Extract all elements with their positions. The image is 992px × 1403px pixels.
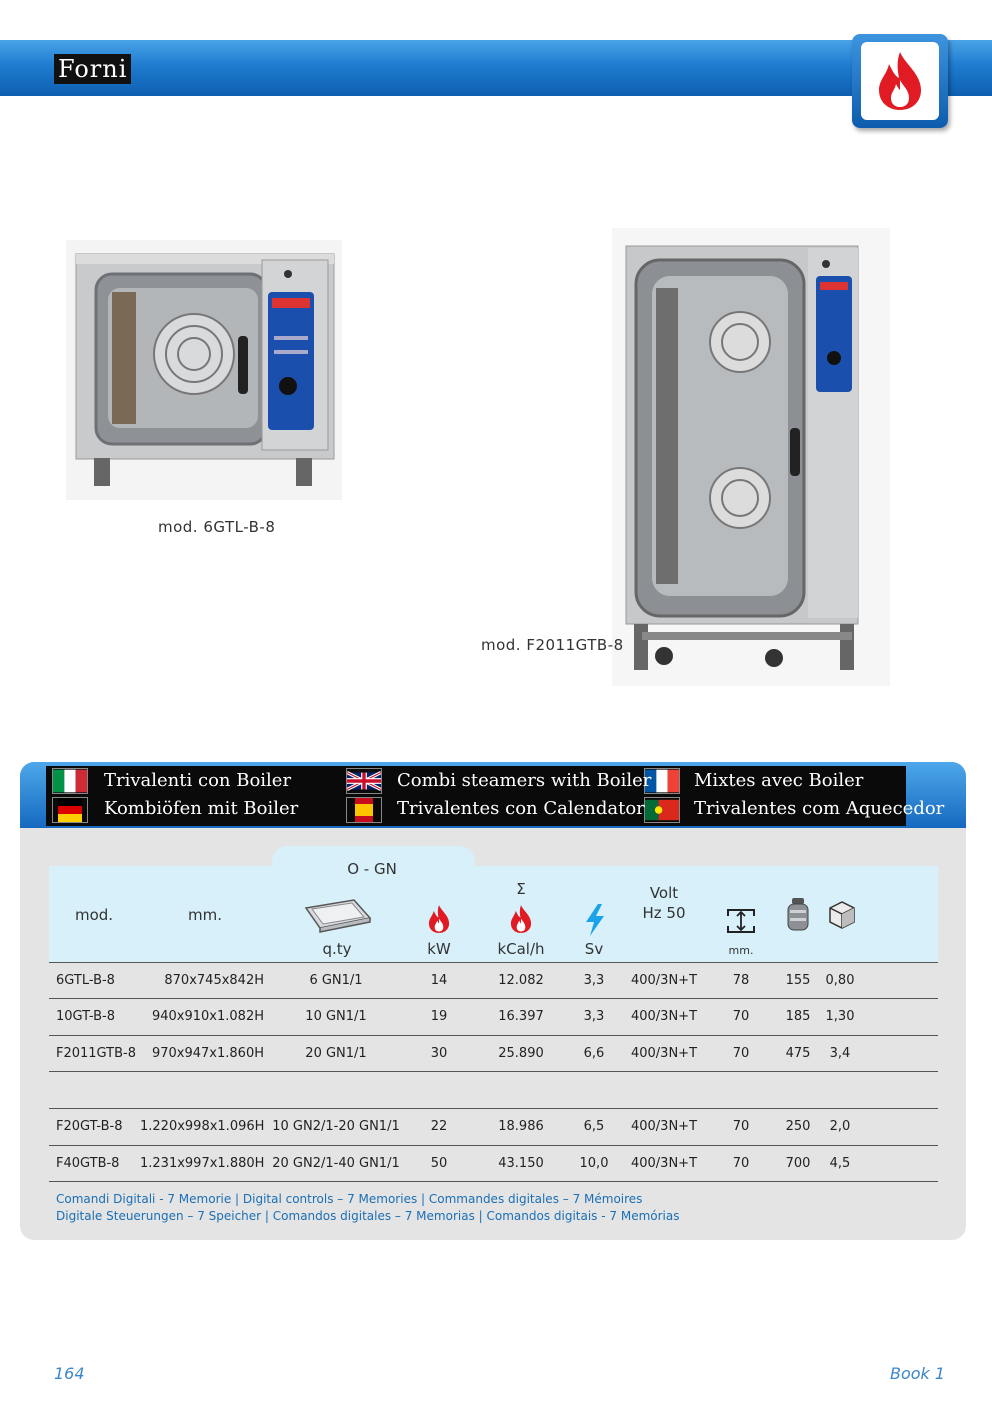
cell-model: F20GT-B-8	[56, 1119, 123, 1134]
spain-flag-icon	[346, 797, 382, 823]
cell-voltage: 400/3N+T	[630, 1046, 698, 1061]
group-header-label: O - GN	[347, 860, 397, 878]
language-label-en: Combi steamers with Boiler	[397, 770, 652, 791]
cell-dim-mm: 70	[732, 1046, 750, 1061]
cell-model: F2011GTB-8	[56, 1046, 136, 1061]
cell-capacity: 10 GN2/1-20 GN1/1	[272, 1119, 400, 1134]
cell-kcal: 18.986	[498, 1119, 544, 1134]
lightning-icon	[584, 904, 606, 936]
cell-sv: 3,3	[583, 1009, 605, 1024]
cell-kcal: 25.890	[498, 1046, 544, 1061]
header-kw: kW	[427, 940, 451, 958]
cell-voltage: 400/3N+T	[630, 1156, 698, 1171]
cell-volume: 0,80	[825, 973, 855, 988]
row-divider	[49, 1145, 938, 1146]
gas-flame-icon	[509, 904, 533, 934]
cell-model: 6GTL-B-8	[56, 973, 115, 988]
controls-note-line-1: Comandi Digitali - 7 Memorie | Digital controls – 7 Memories | Commandes digitales – 7 Mémoires	[56, 1192, 643, 1206]
row-divider	[49, 1181, 938, 1182]
cell-model: 10GT-B-8	[56, 1009, 116, 1024]
gas-flame-icon	[875, 50, 925, 112]
cell-voltage: 400/3N+T	[630, 973, 698, 988]
cell-kcal: 12.082	[498, 973, 544, 988]
controls-note-line-2: Digitale Steuerungen – 7 Speicher | Comandos digitales – 7 Memorias | Comandos digitais - 7 Memórias	[56, 1209, 680, 1223]
cell-kw: 50	[430, 1156, 448, 1171]
cell-dim-mm: 70	[732, 1009, 750, 1024]
cell-kcal: 43.150	[498, 1156, 544, 1171]
cell-dimensions: 870x745x842H	[164, 973, 264, 988]
cell-weight: 155	[785, 973, 811, 988]
cell-sv: 6,6	[583, 1046, 605, 1061]
cell-kw: 30	[430, 1046, 448, 1061]
row-divider	[49, 1035, 938, 1036]
cell-dim-mm: 70	[732, 1156, 750, 1171]
cell-volume: 1,30	[825, 1009, 855, 1024]
cell-sv: 10,0	[579, 1156, 609, 1171]
cell-dim-mm: 78	[732, 973, 750, 988]
book-label: Book 1	[890, 1364, 946, 1383]
cell-kw: 19	[430, 1009, 448, 1024]
product-caption: mod. F2011GTB-8	[481, 636, 624, 654]
cell-volume: 2,0	[829, 1119, 851, 1134]
row-divider	[49, 962, 938, 963]
header-mm: mm.	[188, 906, 222, 924]
header-dim-mm: mm.	[728, 944, 754, 957]
cell-weight: 185	[785, 1009, 811, 1024]
language-label-it: Trivalenti con Boiler	[104, 770, 292, 791]
cell-weight: 475	[785, 1046, 811, 1061]
germany-flag-icon	[52, 797, 88, 823]
cell-voltage: 400/3N+T	[630, 1009, 698, 1024]
cell-dimensions: 1.220x998x1.096H	[140, 1119, 265, 1134]
cell-kw: 14	[430, 973, 448, 988]
cell-capacity: 10 GN1/1	[305, 1009, 367, 1024]
cell-weight: 250	[785, 1119, 811, 1134]
row-divider	[49, 1071, 938, 1072]
cell-volume: 4,5	[829, 1156, 851, 1171]
uk-flag-icon	[346, 768, 382, 794]
page-title: Forni	[54, 54, 131, 84]
cell-sv: 3,3	[583, 973, 605, 988]
volume-cube-icon	[828, 900, 856, 930]
language-label-de: Kombiöfen mit Boiler	[104, 798, 299, 819]
language-label-fr: Mixtes avec Boiler	[694, 770, 864, 791]
italy-flag-icon	[52, 768, 88, 794]
cell-capacity: 20 GN2/1-40 GN1/1	[272, 1156, 400, 1171]
language-label-es: Trivalentes con Calendator	[397, 798, 645, 819]
cell-model: F40GTB-8	[56, 1156, 120, 1171]
language-label-pt: Trivalentes com Aquecedor	[694, 798, 945, 819]
weight-icon	[786, 898, 810, 932]
gas-flame-icon	[427, 904, 451, 934]
brand-logo	[852, 34, 948, 128]
cell-dimensions: 970x947x1.860H	[151, 1046, 264, 1061]
oven-image-f2011gtb	[612, 228, 890, 686]
header-kcal: kCal/h	[497, 940, 545, 958]
row-divider	[49, 998, 938, 999]
cell-kw: 22	[430, 1119, 448, 1134]
header-volt: Volt	[649, 884, 679, 902]
dimension-icon	[726, 908, 756, 934]
cell-dim-mm: 70	[732, 1119, 750, 1134]
portugal-flag-icon	[644, 797, 680, 823]
header-sv: Sv	[584, 940, 604, 958]
tray-icon	[302, 898, 372, 934]
cell-capacity: 20 GN1/1	[305, 1046, 367, 1061]
product-caption: mod. 6GTL-B-8	[158, 518, 276, 536]
cell-dimensions: 1.231x997x1.880H	[140, 1156, 265, 1171]
cell-volume: 3,4	[829, 1046, 851, 1061]
page-number: 164	[54, 1364, 85, 1383]
header-sigma: Σ	[516, 880, 526, 898]
header-qty: q.ty	[322, 940, 352, 958]
cell-capacity: 6 GN1/1	[309, 973, 363, 988]
cell-weight: 700	[785, 1156, 811, 1171]
header-hz: Hz 50	[642, 904, 686, 922]
header-mod: mod.	[74, 906, 114, 924]
cell-kcal: 16.397	[498, 1009, 544, 1024]
cell-dimensions: 940x910x1.082H	[151, 1009, 264, 1024]
cell-sv: 6,5	[583, 1119, 605, 1134]
header-band	[0, 40, 992, 96]
oven-image-6gtl	[66, 240, 342, 500]
row-divider	[49, 1108, 938, 1109]
cell-voltage: 400/3N+T	[630, 1119, 698, 1134]
